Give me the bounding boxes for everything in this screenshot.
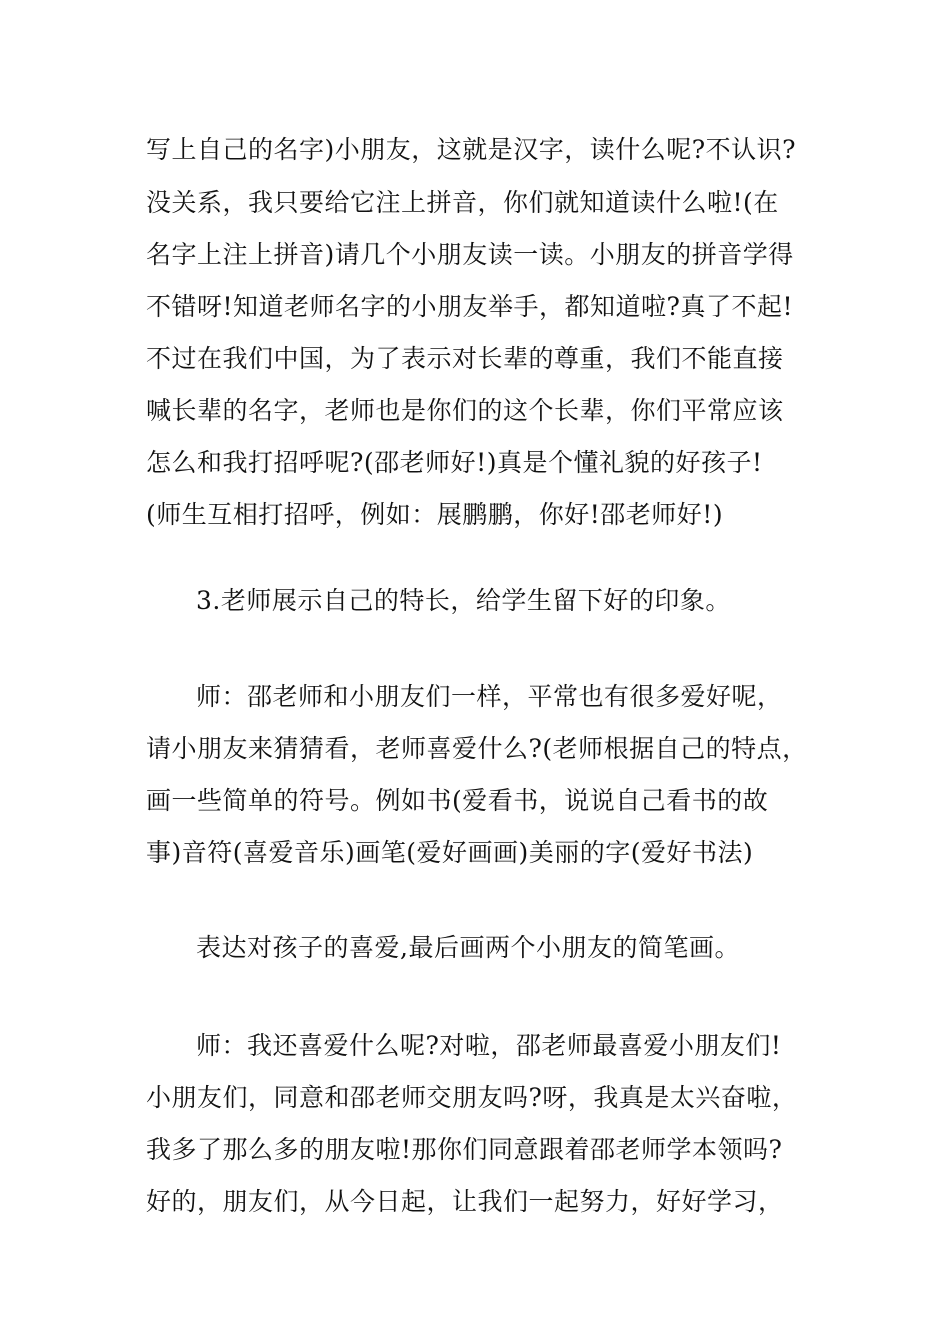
text-line: 师：邵老师和小朋友们一样，平常也有很多爱好呢， — [196, 682, 783, 711]
section-heading: 3.老师展示自己的特长，给学生留下好的印象。 — [196, 586, 731, 615]
text-line: 表达对孩子的喜爱,最后画两个小朋友的简笔画。 — [196, 933, 740, 962]
text-line: 师：我还喜爱什么呢?对啦，邵老师最喜爱小朋友们! — [196, 1031, 782, 1060]
text-line: 喊长辈的名字，老师也是你们的这个长辈，你们平常应该 — [146, 396, 784, 425]
text-line: 写上自己的名字)小朋友，这就是汉字，读什么呢?不认识? — [146, 135, 797, 164]
text-line: 怎么和我打招呼呢?(邵老师好!)真是个懂礼貌的好孩子! — [146, 448, 763, 477]
text-line: 请小朋友来猜猜看，老师喜爱什么?(老师根据自己的特点， — [146, 734, 808, 763]
text-line: 名字上注上拼音)请几个小朋友读一读。小朋友的拼音学得 — [146, 240, 794, 269]
text-line: 没关系，我只要给它注上拼音，你们就知道读什么啦!(在 — [146, 188, 779, 217]
text-line: 事)音符(喜爱音乐)画笔(爱好画画)美丽的字(爱好书法) — [146, 838, 754, 867]
text-line: 好的，朋友们，从今日起，让我们一起努力，好好学习， — [146, 1187, 784, 1216]
text-line: 我多了那么多的朋友啦!那你们同意跟着邵老师学本领吗? — [146, 1135, 783, 1164]
text-line: 不错呀!知道老师名字的小朋友举手，都知道啦?真了不起! — [146, 292, 793, 321]
text-line: 画一些简单的符号。例如书(爱看书，说说自己看书的故 — [146, 786, 769, 815]
text-line: (师生互相打招呼，例如：展鹏鹏，你好!邵老师好!) — [146, 500, 724, 529]
text-line: 小朋友们，同意和邵老师交朋友吗?呀，我真是太兴奋啦， — [146, 1083, 798, 1112]
text-line: 不过在我们中国，为了表示对长辈的尊重，我们不能直接 — [146, 344, 784, 373]
